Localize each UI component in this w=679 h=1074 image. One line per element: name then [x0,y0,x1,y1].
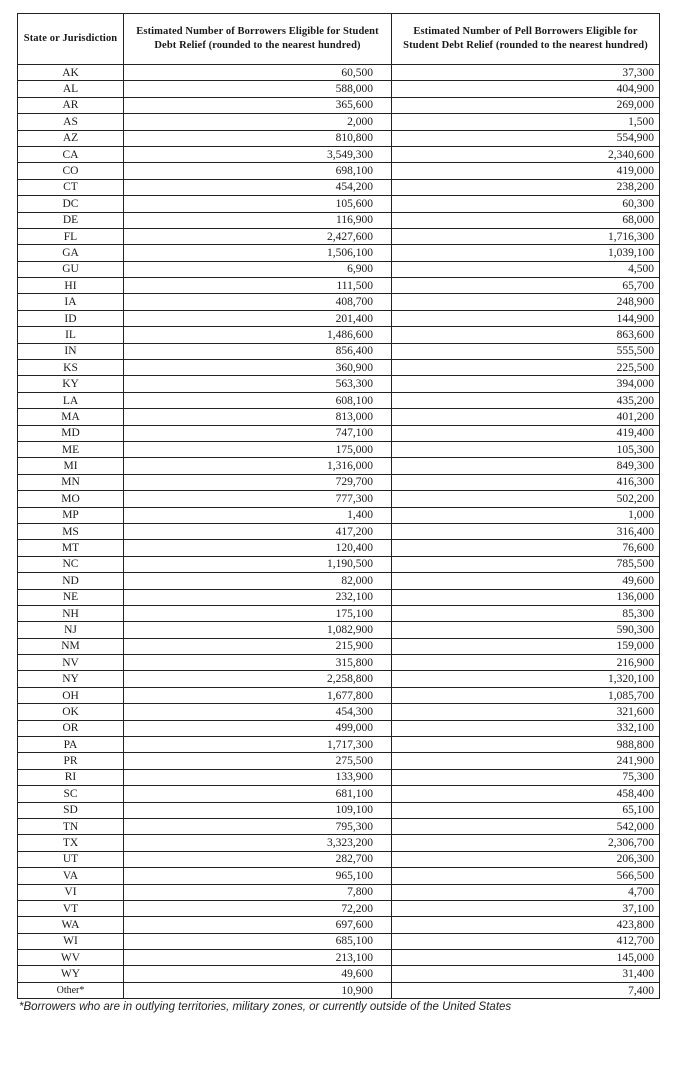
cell-state: ID [18,310,124,326]
cell-eligible: 795,300 [124,818,392,834]
table-row [18,81,660,97]
cell-pell: 416,300 [392,474,660,490]
table-row [18,556,660,572]
header-eligible-borrowers: Estimated Number of Borrowers Eligible for Student Debt Relief (rounded to the nearest hundred) [124,14,392,65]
cell-pell: 849,300 [392,458,660,474]
cell-eligible: 315,800 [124,655,392,671]
table-row [18,491,660,507]
cell-state: FL [18,228,124,244]
cell-pell: 419,400 [392,425,660,441]
cell-eligible: 275,500 [124,753,392,769]
cell-pell: 2,340,600 [392,146,660,162]
cell-state: NH [18,605,124,621]
footnote: *Borrowers who are in outlying territories, military zones, or currently outside of the United States [19,1001,512,1014]
table-row [18,409,660,425]
cell-state: MO [18,491,124,507]
cell-pell: 60,300 [392,196,660,212]
cell-pell: 404,900 [392,81,660,97]
cell-state: ME [18,441,124,457]
cell-state: CT [18,179,124,195]
cell-state: MA [18,409,124,425]
cell-state: NC [18,556,124,572]
cell-eligible: 10,900 [124,982,392,998]
table-row [18,655,660,671]
cell-pell: 566,500 [392,868,660,884]
table-row [18,278,660,294]
table-row [18,900,660,916]
cell-eligible: 1,190,500 [124,556,392,572]
header-state: State or Jurisdiction [18,14,124,65]
table-row [18,605,660,621]
cell-pell: 419,000 [392,163,660,179]
cell-eligible: 698,100 [124,163,392,179]
cell-pell: 216,900 [392,655,660,671]
cell-pell: 145,000 [392,950,660,966]
cell-state: GU [18,261,124,277]
cell-pell: 65,700 [392,278,660,294]
table-row [18,769,660,785]
cell-eligible: 213,100 [124,950,392,966]
cell-pell: 144,900 [392,310,660,326]
cell-pell: 554,900 [392,130,660,146]
cell-state: KY [18,376,124,392]
table-row [18,917,660,933]
cell-eligible: 82,000 [124,573,392,589]
cell-state: NJ [18,622,124,638]
cell-pell: 85,300 [392,605,660,621]
table-row [18,802,660,818]
cell-state: IL [18,327,124,343]
cell-pell: 316,400 [392,523,660,539]
cell-pell: 75,300 [392,769,660,785]
table-row [18,638,660,654]
cell-eligible: 685,100 [124,933,392,949]
borrowers-table [17,13,660,999]
table-row [18,360,660,376]
cell-state: OH [18,687,124,703]
cell-state: RI [18,769,124,785]
cell-pell: 248,900 [392,294,660,310]
table-row [18,966,660,982]
cell-state: TX [18,835,124,851]
table-row [18,97,660,113]
cell-pell: 65,100 [392,802,660,818]
table-row [18,441,660,457]
table-header-row [18,14,660,65]
cell-state: NE [18,589,124,605]
cell-pell: 1,500 [392,114,660,130]
cell-eligible: 777,300 [124,491,392,507]
cell-pell: 238,200 [392,179,660,195]
table-row [18,589,660,605]
cell-state: SC [18,786,124,802]
cell-state: AK [18,65,124,81]
cell-eligible: 417,200 [124,523,392,539]
cell-eligible: 608,100 [124,392,392,408]
table-row [18,720,660,736]
cell-state: SD [18,802,124,818]
table-row [18,458,660,474]
cell-eligible: 60,500 [124,65,392,81]
cell-eligible: 360,900 [124,360,392,376]
table-row [18,950,660,966]
cell-pell: 76,600 [392,540,660,556]
cell-pell: 863,600 [392,327,660,343]
table-row [18,884,660,900]
cell-state: WV [18,950,124,966]
table-row [18,425,660,441]
cell-eligible: 109,100 [124,802,392,818]
table-row [18,671,660,687]
cell-eligible: 6,900 [124,261,392,277]
table-row [18,786,660,802]
table-row [18,507,660,523]
table-row [18,114,660,130]
cell-eligible: 201,400 [124,310,392,326]
cell-pell: 321,600 [392,704,660,720]
cell-state: DE [18,212,124,228]
cell-pell: 241,900 [392,753,660,769]
cell-eligible: 1,486,600 [124,327,392,343]
table-row [18,179,660,195]
cell-eligible: 1,506,100 [124,245,392,261]
cell-eligible: 215,900 [124,638,392,654]
cell-eligible: 7,800 [124,884,392,900]
cell-pell: 785,500 [392,556,660,572]
table-row [18,704,660,720]
cell-state: VI [18,884,124,900]
cell-eligible: 3,549,300 [124,146,392,162]
cell-state: MI [18,458,124,474]
table-row [18,392,660,408]
cell-eligible: 111,500 [124,278,392,294]
cell-eligible: 120,400 [124,540,392,556]
cell-pell: 225,500 [392,360,660,376]
cell-eligible: 1,400 [124,507,392,523]
cell-state: ND [18,573,124,589]
table-body [18,65,660,999]
cell-eligible: 454,200 [124,179,392,195]
table-row [18,130,660,146]
table-row [18,851,660,867]
cell-pell: 542,000 [392,818,660,834]
table-row [18,196,660,212]
cell-eligible: 729,700 [124,474,392,490]
cell-eligible: 175,000 [124,441,392,457]
cell-pell: 502,200 [392,491,660,507]
cell-pell: 555,500 [392,343,660,359]
cell-eligible: 810,800 [124,130,392,146]
cell-eligible: 408,700 [124,294,392,310]
cell-eligible: 105,600 [124,196,392,212]
cell-pell: 1,320,100 [392,671,660,687]
cell-pell: 269,000 [392,97,660,113]
cell-pell: 988,800 [392,737,660,753]
cell-pell: 37,300 [392,65,660,81]
cell-state: VA [18,868,124,884]
cell-pell: 68,000 [392,212,660,228]
cell-pell: 458,400 [392,786,660,802]
cell-state: WY [18,966,124,982]
cell-pell: 159,000 [392,638,660,654]
cell-state: WI [18,933,124,949]
cell-eligible: 1,316,000 [124,458,392,474]
cell-eligible: 1,082,900 [124,622,392,638]
cell-pell: 435,200 [392,392,660,408]
cell-eligible: 697,600 [124,917,392,933]
cell-state: OK [18,704,124,720]
cell-state: NY [18,671,124,687]
cell-state: AL [18,81,124,97]
cell-pell: 4,700 [392,884,660,900]
cell-eligible: 813,000 [124,409,392,425]
cell-eligible: 454,300 [124,704,392,720]
cell-eligible: 282,700 [124,851,392,867]
cell-pell: 401,200 [392,409,660,425]
cell-pell: 332,100 [392,720,660,736]
cell-state: LA [18,392,124,408]
cell-pell: 105,300 [392,441,660,457]
table-row [18,835,660,851]
table-row [18,245,660,261]
cell-pell: 37,100 [392,900,660,916]
cell-state: IN [18,343,124,359]
cell-state: OR [18,720,124,736]
cell-state: Other* [18,982,124,998]
table-row [18,310,660,326]
cell-state: KS [18,360,124,376]
cell-eligible: 2,427,600 [124,228,392,244]
cell-state: PA [18,737,124,753]
cell-pell: 590,300 [392,622,660,638]
table-row [18,327,660,343]
cell-eligible: 2,000 [124,114,392,130]
cell-eligible: 1,717,300 [124,737,392,753]
cell-eligible: 232,100 [124,589,392,605]
table-row [18,294,660,310]
cell-eligible: 2,258,800 [124,671,392,687]
cell-state: VT [18,900,124,916]
cell-pell: 49,600 [392,573,660,589]
cell-eligible: 365,600 [124,97,392,113]
cell-eligible: 3,323,200 [124,835,392,851]
cell-state: MN [18,474,124,490]
table-row [18,540,660,556]
cell-pell: 1,039,100 [392,245,660,261]
table-row [18,163,660,179]
table-row [18,228,660,244]
cell-pell: 136,000 [392,589,660,605]
cell-state: MP [18,507,124,523]
table-row [18,737,660,753]
cell-eligible: 72,200 [124,900,392,916]
cell-eligible: 563,300 [124,376,392,392]
cell-state: NV [18,655,124,671]
header-pell-borrowers: Estimated Number of Pell Borrowers Eligible for Student Debt Relief (rounded to the nearest hundred) [392,14,660,65]
cell-pell: 206,300 [392,851,660,867]
cell-state: TN [18,818,124,834]
table-row [18,982,660,998]
cell-state: MD [18,425,124,441]
cell-eligible: 499,000 [124,720,392,736]
cell-state: AS [18,114,124,130]
cell-state: HI [18,278,124,294]
cell-eligible: 49,600 [124,966,392,982]
cell-state: NM [18,638,124,654]
cell-eligible: 116,900 [124,212,392,228]
table-row [18,261,660,277]
cell-state: CO [18,163,124,179]
cell-eligible: 681,100 [124,786,392,802]
table-row [18,376,660,392]
cell-pell: 412,700 [392,933,660,949]
cell-eligible: 133,900 [124,769,392,785]
table-row [18,868,660,884]
cell-pell: 1,716,300 [392,228,660,244]
cell-pell: 1,000 [392,507,660,523]
cell-state: IA [18,294,124,310]
cell-state: PR [18,753,124,769]
cell-pell: 423,800 [392,917,660,933]
cell-eligible: 175,100 [124,605,392,621]
cell-eligible: 1,677,800 [124,687,392,703]
cell-state: DC [18,196,124,212]
cell-state: UT [18,851,124,867]
table-row [18,573,660,589]
table-row [18,146,660,162]
cell-state: AZ [18,130,124,146]
cell-pell: 31,400 [392,966,660,982]
table-row [18,687,660,703]
table-row [18,343,660,359]
table-row [18,753,660,769]
cell-eligible: 588,000 [124,81,392,97]
cell-state: MT [18,540,124,556]
table-row [18,622,660,638]
cell-state: CA [18,146,124,162]
cell-eligible: 856,400 [124,343,392,359]
document-page [17,13,659,1013]
cell-eligible: 747,100 [124,425,392,441]
cell-state: WA [18,917,124,933]
table-row [18,523,660,539]
cell-pell: 394,000 [392,376,660,392]
table-row [18,818,660,834]
cell-pell: 4,500 [392,261,660,277]
cell-pell: 7,400 [392,982,660,998]
cell-state: MS [18,523,124,539]
cell-pell: 2,306,700 [392,835,660,851]
cell-state: AR [18,97,124,113]
table-row [18,474,660,490]
table-row [18,212,660,228]
cell-eligible: 965,100 [124,868,392,884]
cell-state: GA [18,245,124,261]
table-row [18,65,660,81]
table-row [18,933,660,949]
cell-pell: 1,085,700 [392,687,660,703]
